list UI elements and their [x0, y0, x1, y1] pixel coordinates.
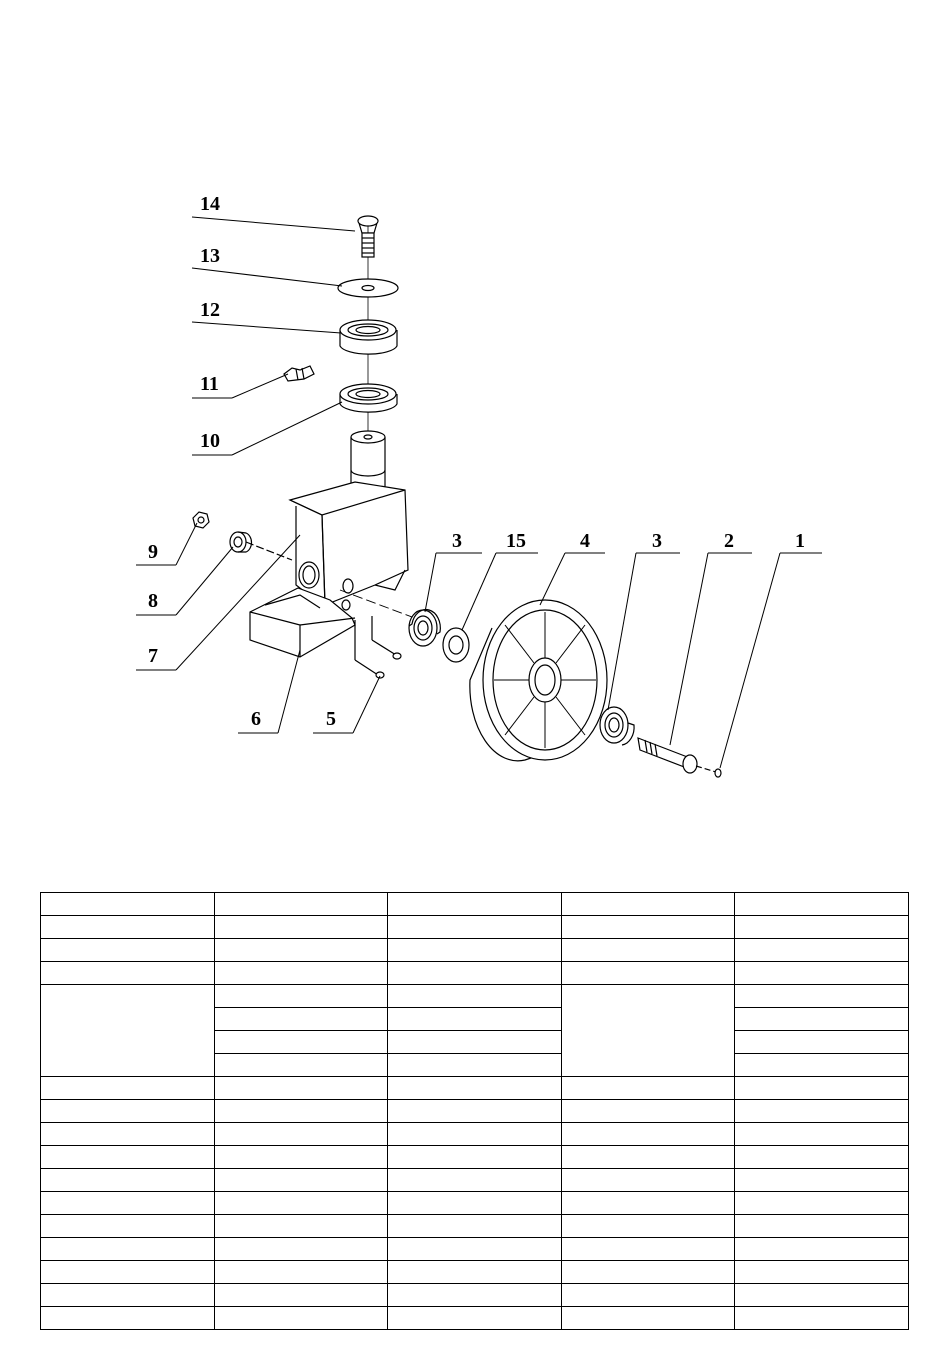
table-row [41, 1192, 909, 1215]
table-cell-merged [561, 985, 735, 1077]
table-cell [388, 1169, 562, 1192]
table-row [41, 1238, 909, 1261]
callout-2: 2 [724, 530, 734, 552]
table-cell [214, 1146, 388, 1169]
table-cell [735, 1077, 909, 1100]
table-cell [561, 939, 735, 962]
table-row [41, 893, 909, 916]
table-cell [561, 1192, 735, 1215]
table-cell [735, 1192, 909, 1215]
table-row [41, 1284, 909, 1307]
table-cell [735, 1146, 909, 1169]
callout-4: 4 [580, 530, 590, 552]
table-cell [735, 1031, 909, 1054]
table-cell [214, 1031, 388, 1054]
table-row [41, 1146, 909, 1169]
table-cell [735, 1008, 909, 1031]
table-cell [735, 893, 909, 916]
table-cell [214, 1077, 388, 1100]
table-cell [214, 1054, 388, 1077]
table-cell [388, 962, 562, 985]
table-cell [388, 1077, 562, 1100]
table-cell [41, 1284, 215, 1307]
table-cell [735, 1123, 909, 1146]
table-cell [214, 893, 388, 916]
table-cell [735, 962, 909, 985]
table-cell [561, 1077, 735, 1100]
wheel-bearing-right-icon [600, 707, 634, 745]
table-row [41, 939, 909, 962]
table-cell [561, 1169, 735, 1192]
table-cell [214, 1192, 388, 1215]
table-cell [41, 962, 215, 985]
spacer-ring-icon [443, 628, 469, 662]
wheel-fork-icon [290, 482, 408, 610]
ball-bearing-lower-icon [340, 384, 397, 412]
table-cell [214, 985, 388, 1008]
callout-6: 6 [251, 708, 261, 730]
table-cell [41, 1261, 215, 1284]
table-cell [214, 1238, 388, 1261]
table-cell [735, 939, 909, 962]
table-cell [388, 1123, 562, 1146]
table-cell [388, 1307, 562, 1330]
callout-9: 9 [148, 541, 158, 563]
table-cell [388, 1215, 562, 1238]
grease-nipple-icon [284, 366, 314, 381]
table-row [41, 962, 909, 985]
callout-8: 8 [148, 590, 158, 612]
callout-5: 5 [326, 708, 336, 730]
table-row [41, 916, 909, 939]
screw-icon [355, 616, 401, 678]
table-cell [41, 1146, 215, 1169]
table-cell [214, 1261, 388, 1284]
table-cell [561, 1284, 735, 1307]
axle-icon [638, 738, 716, 773]
callout-12: 12 [200, 299, 220, 321]
table-cell [388, 1192, 562, 1215]
table-row [41, 985, 909, 1008]
table-cell [41, 1307, 215, 1330]
table-cell [388, 1238, 562, 1261]
wheel-icon [470, 600, 607, 761]
callout-1: 1 [795, 530, 805, 552]
table-cell [41, 1077, 215, 1100]
table-cell [561, 1100, 735, 1123]
table-cell [735, 1238, 909, 1261]
table-cell [735, 1169, 909, 1192]
table-cell [214, 916, 388, 939]
table-cell [41, 893, 215, 916]
table-cell [561, 1146, 735, 1169]
table-cell [735, 1307, 909, 1330]
flat-head-screw-icon [358, 216, 378, 257]
table-cell [388, 1146, 562, 1169]
callout-3-left: 3 [452, 530, 462, 552]
table-cell [388, 893, 562, 916]
wheel-bearing-left-icon [409, 610, 440, 646]
table-cell-merged [41, 985, 215, 1077]
table-cell [214, 962, 388, 985]
table-row [41, 1077, 909, 1100]
table-cell [214, 1169, 388, 1192]
table-cell [735, 985, 909, 1008]
table-row [41, 1123, 909, 1146]
table-cell [41, 916, 215, 939]
table-cell [561, 1307, 735, 1330]
table-cell [214, 1215, 388, 1238]
table-cell [214, 1100, 388, 1123]
table-cell [214, 1008, 388, 1031]
table-row [41, 1261, 909, 1284]
table-cell [388, 939, 562, 962]
table-cell [214, 1284, 388, 1307]
callout-11: 11 [200, 373, 219, 395]
table-cell [388, 1008, 562, 1031]
callout-15: 15 [506, 530, 526, 552]
bushing-icon [230, 532, 292, 560]
table-cell [735, 916, 909, 939]
table-cell [561, 962, 735, 985]
table-cell [214, 1123, 388, 1146]
table-cell [388, 1100, 562, 1123]
table-cell [561, 916, 735, 939]
table-cell [561, 1123, 735, 1146]
callout-13: 13 [200, 245, 220, 267]
table-cell [388, 1031, 562, 1054]
table-row [41, 1100, 909, 1123]
callout-14: 14 [200, 193, 220, 215]
table-cell [735, 1100, 909, 1123]
table-row [41, 1215, 909, 1238]
table-cell [561, 1238, 735, 1261]
washer-icon [338, 279, 398, 297]
table-cell [561, 1261, 735, 1284]
table-cell [41, 1123, 215, 1146]
table-cell [388, 1261, 562, 1284]
table-cell [735, 1261, 909, 1284]
table-cell [388, 916, 562, 939]
callout-7: 7 [148, 645, 158, 667]
parts-table [40, 892, 909, 1330]
table-cell [41, 1169, 215, 1192]
callout-10: 10 [200, 430, 220, 452]
table-cell [388, 1054, 562, 1077]
table-cell [561, 893, 735, 916]
ball-bearing-upper-icon [340, 320, 397, 354]
table-cell [735, 1215, 909, 1238]
grease-nipple-small-icon [715, 769, 721, 777]
table-row [41, 1307, 909, 1330]
table-cell [41, 1100, 215, 1123]
table-cell [388, 985, 562, 1008]
callout-3-right: 3 [652, 530, 662, 552]
table-cell [388, 1284, 562, 1307]
table-cell [41, 1192, 215, 1215]
table-cell [561, 1215, 735, 1238]
table-cell [41, 1238, 215, 1261]
table-cell [735, 1284, 909, 1307]
table-cell [214, 1307, 388, 1330]
table-cell [214, 939, 388, 962]
table-cell [735, 1054, 909, 1077]
table-row [41, 1169, 909, 1192]
table-cell [41, 1215, 215, 1238]
table-cell [41, 939, 215, 962]
